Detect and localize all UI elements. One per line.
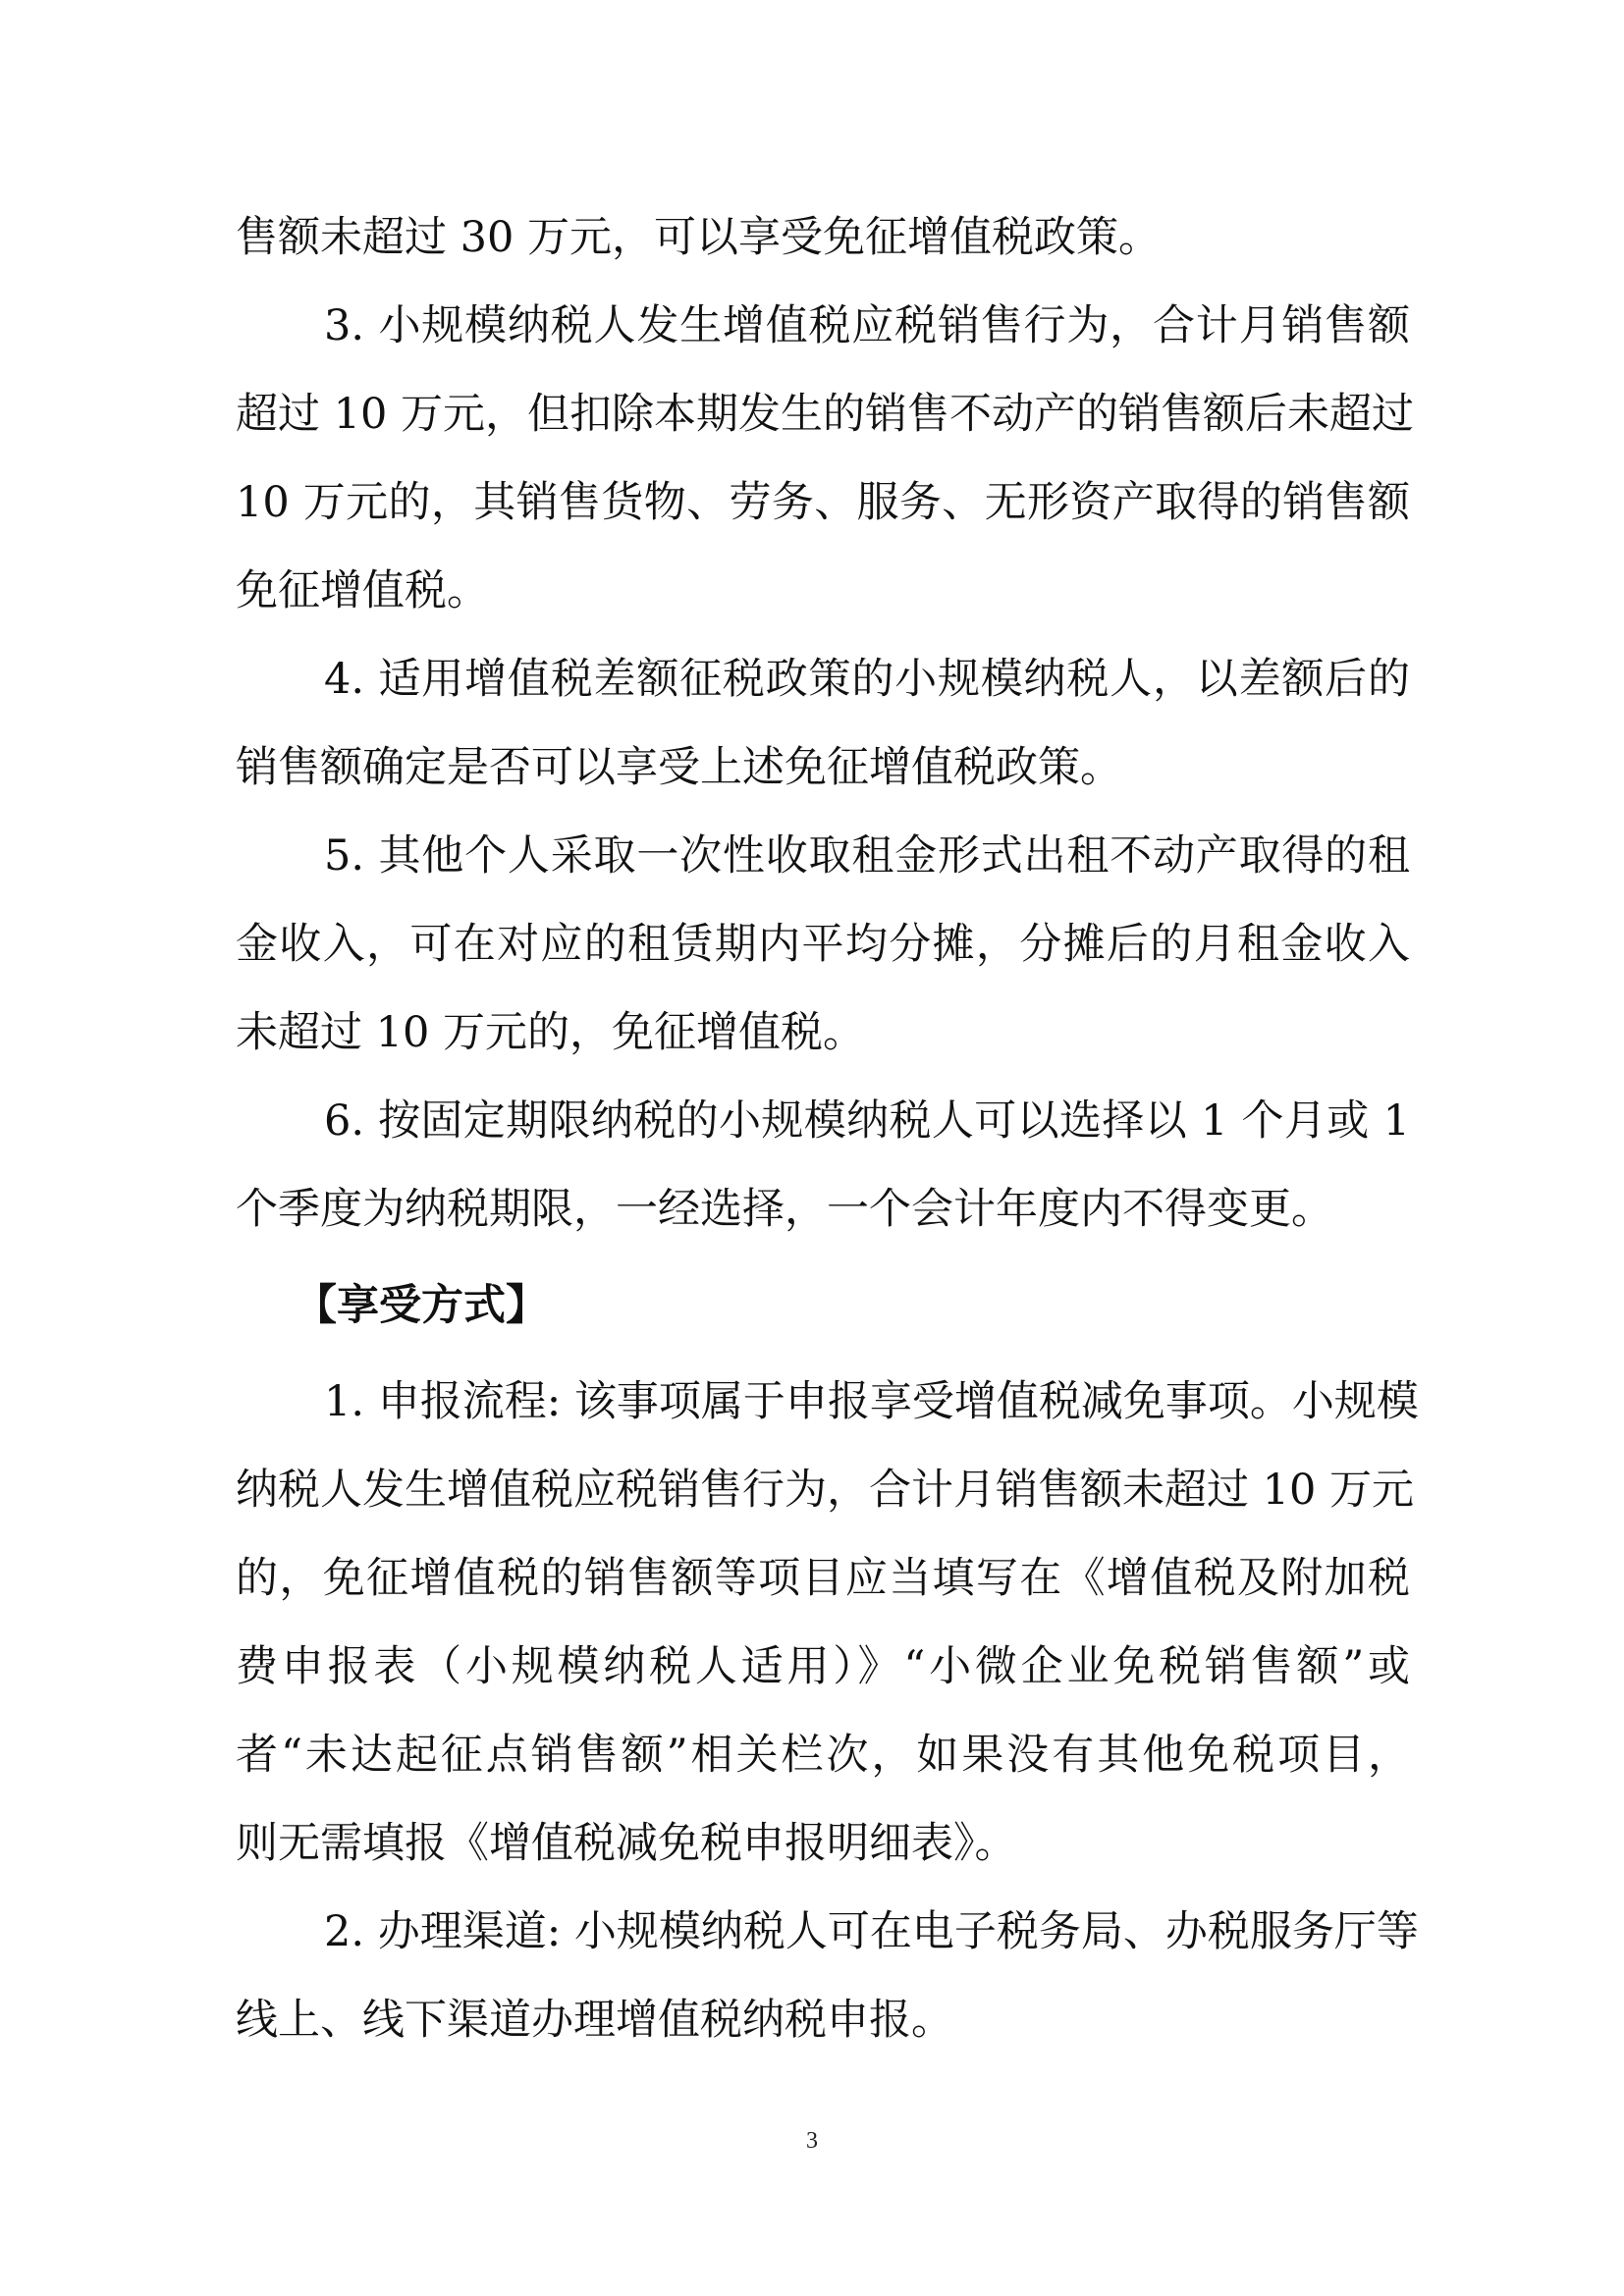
paragraph-line: 个季度为纳税期限，一经选择，一个会计年度内不得变更。 (236, 1185, 1333, 1234)
paragraph-line: 超过 10 万元，但扣除本期发生的销售不动产的销售额后未超过 (236, 390, 1415, 439)
paragraph-line: 免征增值税。 (236, 566, 489, 615)
paragraph-line: 1. 申报流程: 该事项属于申报享受增值税减免事项。小规模 (324, 1377, 1419, 1426)
paragraph-line: 6. 按固定期限纳税的小规模纳税人可以选择以 1 个月或 1 (324, 1096, 1410, 1146)
paragraph-line: 费申报表（小规模纳税人适用）》“小微企业免税销售额”或 (236, 1642, 1410, 1691)
paragraph-line: 未超过 10 万元的，免征增值税。 (236, 1008, 866, 1057)
paragraph-line: 纳税人发生增值税应税销售行为，合计月销售额未超过 10 万元 (236, 1466, 1415, 1515)
section-heading: 【享受方式】 (295, 1281, 548, 1330)
paragraph-line: 售额未超过 30 万元，可以享受免征增值税政策。 (236, 213, 1162, 262)
paragraph-line: 者“未达起征点销售额”相关栏次，如果没有其他免税项目， (236, 1731, 1410, 1780)
paragraph-line: 4. 适用增值税差额征税政策的小规模纳税人，以差额后的 (324, 655, 1410, 704)
paragraph-line: 销售额确定是否可以享受上述免征增值税政策。 (236, 743, 1122, 792)
paragraph-line: 的，免征增值税的销售额等项目应当填写在《增值税及附加税 (236, 1554, 1410, 1603)
paragraph-line: 10 万元的，其销售货物、劳务、服务、无形资产取得的销售额 (236, 478, 1410, 527)
paragraph-line: 金收入，可在对应的租赁期内平均分摊，分摊后的月租金收入 (236, 920, 1410, 969)
page-number: 3 (806, 2128, 818, 2154)
paragraph-line: 3. 小规模纳税人发生增值税应税销售行为，合计月销售额 (324, 301, 1410, 350)
paragraph-line: 2. 办理渠道: 小规模纳税人可在电子税务局、办税服务厅等 (324, 1907, 1419, 1956)
paragraph-line: 则无需填报《增值税减免税申报明细表》。 (236, 1819, 1017, 1868)
paragraph-line: 线上、线下渠道办理增值税纳税申报。 (236, 1996, 953, 2045)
paragraph-line: 5. 其他个人采取一次性收取租金形式出租不动产取得的租 (324, 831, 1410, 881)
